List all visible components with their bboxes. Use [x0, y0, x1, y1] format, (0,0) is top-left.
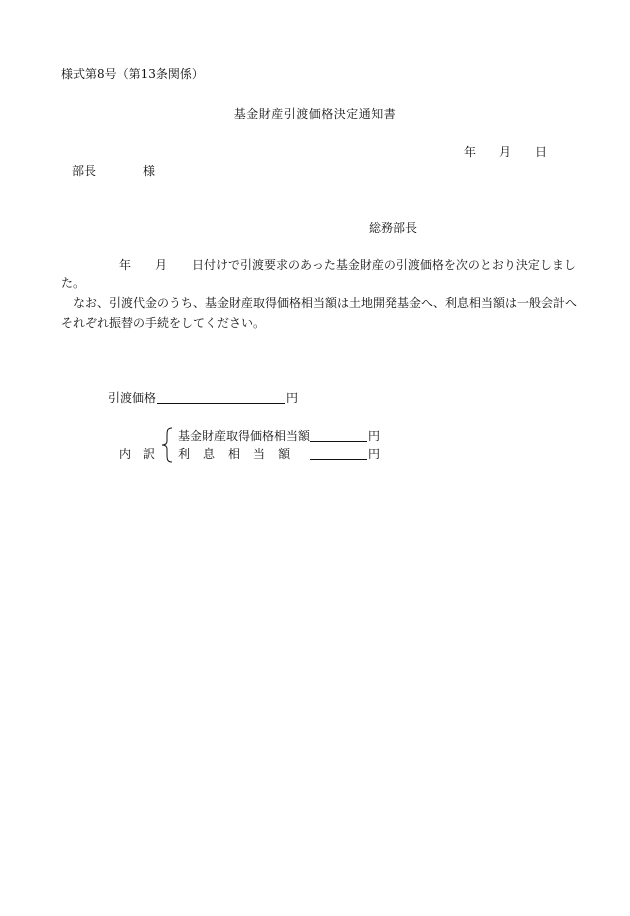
body-month-label: 月	[155, 258, 168, 272]
body-paragraph-1-text: 日付けで引渡要求のあった基金財産の引渡価格を次のとおり決定しまし	[192, 258, 576, 272]
interest-amount-blank	[310, 459, 367, 460]
document-title: 基金財産引渡価格決定通知書	[233, 107, 397, 121]
interest-amount-unit: 円	[368, 447, 381, 461]
acquisition-cost-blank	[310, 441, 367, 442]
body-paragraph-2-line-2: それぞれ振替の手続をしてください。	[61, 316, 266, 330]
body-paragraph-1-wrap: た。	[61, 276, 86, 290]
form-number: 様式第8号（第13条関係）	[61, 67, 204, 81]
date-day-label: 日	[535, 145, 548, 159]
breakdown-label-char-2: 訳	[143, 447, 156, 461]
transfer-price-label: 引渡価格	[108, 391, 157, 405]
interest-char-5: 額	[278, 447, 291, 461]
date-month-label: 月	[499, 145, 512, 159]
left-brace	[160, 427, 174, 463]
addressee-department: 部長	[72, 164, 97, 178]
interest-char-3: 相	[228, 447, 241, 461]
interest-char-4: 当	[253, 447, 266, 461]
interest-char-1: 利	[178, 447, 191, 461]
interest-char-2: 息	[203, 447, 216, 461]
date-year-label: 年	[464, 145, 477, 159]
breakdown-label-char-1: 内	[119, 447, 132, 461]
transfer-price-blank	[157, 403, 285, 404]
body-paragraph-2-line-1: なお、引渡代金のうち、基金財産取得価格相当額は土地開発基金へ、利息相当額は一般会計へ	[73, 296, 578, 310]
interest-amount-label	[178, 448, 290, 460]
sender-title: 総務部長	[369, 221, 418, 235]
transfer-price-unit: 円	[286, 391, 299, 405]
addressee-honorific: 様	[143, 164, 156, 178]
body-year-label: 年	[119, 258, 132, 272]
acquisition-cost-label: 基金財産取得価格相当額	[178, 429, 311, 443]
acquisition-cost-unit: 円	[368, 429, 381, 443]
